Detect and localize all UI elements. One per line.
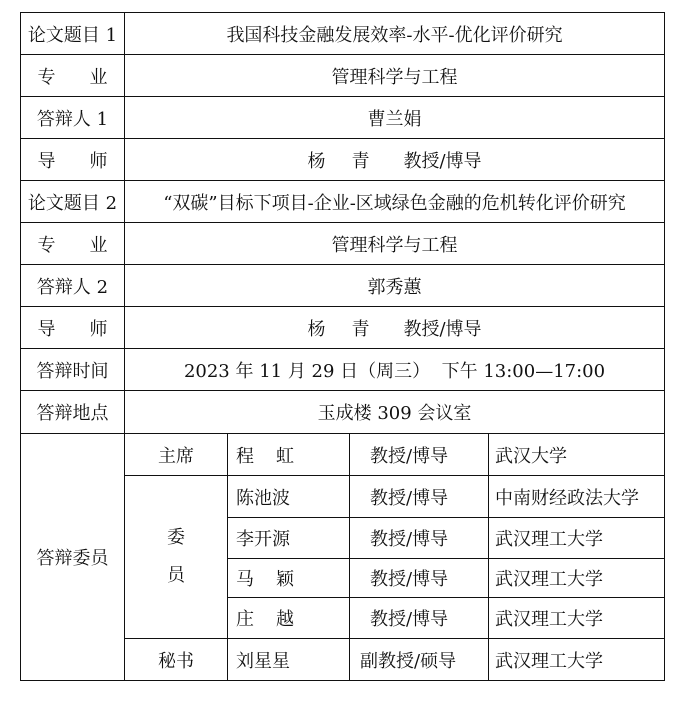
member-title: 教授/博导 <box>350 476 489 518</box>
defense-place-label: 答辩地点 <box>21 391 125 434</box>
member-title: 教授/博导 <box>350 559 489 598</box>
secretary-unit: 武汉理工大学 <box>489 639 665 681</box>
defense-time-row <box>21 349 665 391</box>
defense-info-table <box>20 12 665 681</box>
advisor-2-label: 导 师 <box>21 307 125 349</box>
major-2-label: 专 业 <box>21 223 125 265</box>
defense-time-value: 2023 年 11 月 29 日（周三） 下午 13:00—17:00 <box>125 349 665 391</box>
major-1-label: 专 业 <box>21 55 125 97</box>
candidate-1-label: 答辩人 1 <box>21 97 125 139</box>
advisor-1-label: 导 师 <box>21 139 125 181</box>
candidate-2-name: 郭秀蕙 <box>125 265 665 307</box>
thesis-title-2-label: 论文题目 2 <box>21 181 125 223</box>
thesis-title-2-row <box>21 181 665 223</box>
thesis-title-1-value: 我国科技金融发展效率-水平-优化评价研究 <box>125 13 665 55</box>
chair-unit: 武汉大学 <box>489 434 665 476</box>
chair-title: 教授/博导 <box>350 434 489 476</box>
thesis-title-1-label: 论文题目 1 <box>21 13 125 55</box>
defense-time-label: 答辩时间 <box>21 349 125 391</box>
chair-name: 程 虹 <box>228 434 350 476</box>
candidate-1-name: 曹兰娟 <box>125 97 665 139</box>
advisor-2-row <box>21 307 665 349</box>
advisor-2-value: 杨 青 教授/博导 <box>125 307 665 349</box>
major-2-value: 管理科学与工程 <box>125 223 665 265</box>
major-2-row <box>21 223 665 265</box>
member-name: 李开源 <box>228 518 350 559</box>
member-name: 陈池波 <box>228 476 350 518</box>
advisor-1-row <box>21 139 665 181</box>
chair-role-label: 主席 <box>125 434 228 476</box>
candidate-2-row <box>21 265 665 307</box>
defense-place-row <box>21 391 665 434</box>
member-unit: 武汉理工大学 <box>489 598 665 639</box>
member-unit: 武汉理工大学 <box>489 559 665 598</box>
member-unit: 武汉理工大学 <box>489 518 665 559</box>
member-title: 教授/博导 <box>350 518 489 559</box>
member-role-label: 委 员 <box>125 476 228 639</box>
thesis-title-2-value: “双碳”目标下项目-企业-区域绿色金融的危机转化评价研究 <box>125 181 665 223</box>
member-unit: 中南财经政法大学 <box>489 476 665 518</box>
secretary-title: 副教授/硕导 <box>350 639 489 681</box>
secretary-role-label: 秘书 <box>125 639 228 681</box>
member-name: 庄 越 <box>228 598 350 639</box>
member-title: 教授/博导 <box>350 598 489 639</box>
candidate-2-label: 答辩人 2 <box>21 265 125 307</box>
candidate-1-row <box>21 97 665 139</box>
advisor-1-value: 杨 青 教授/博导 <box>125 139 665 181</box>
committee-label: 答辩委员 <box>21 434 125 681</box>
thesis-title-1-row <box>21 13 665 55</box>
secretary-name: 刘星星 <box>228 639 350 681</box>
major-1-value: 管理科学与工程 <box>125 55 665 97</box>
defense-place-value: 玉成楼 309 会议室 <box>125 391 665 434</box>
committee-chair-row <box>21 434 665 476</box>
member-name: 马 颖 <box>228 559 350 598</box>
major-1-row <box>21 55 665 97</box>
